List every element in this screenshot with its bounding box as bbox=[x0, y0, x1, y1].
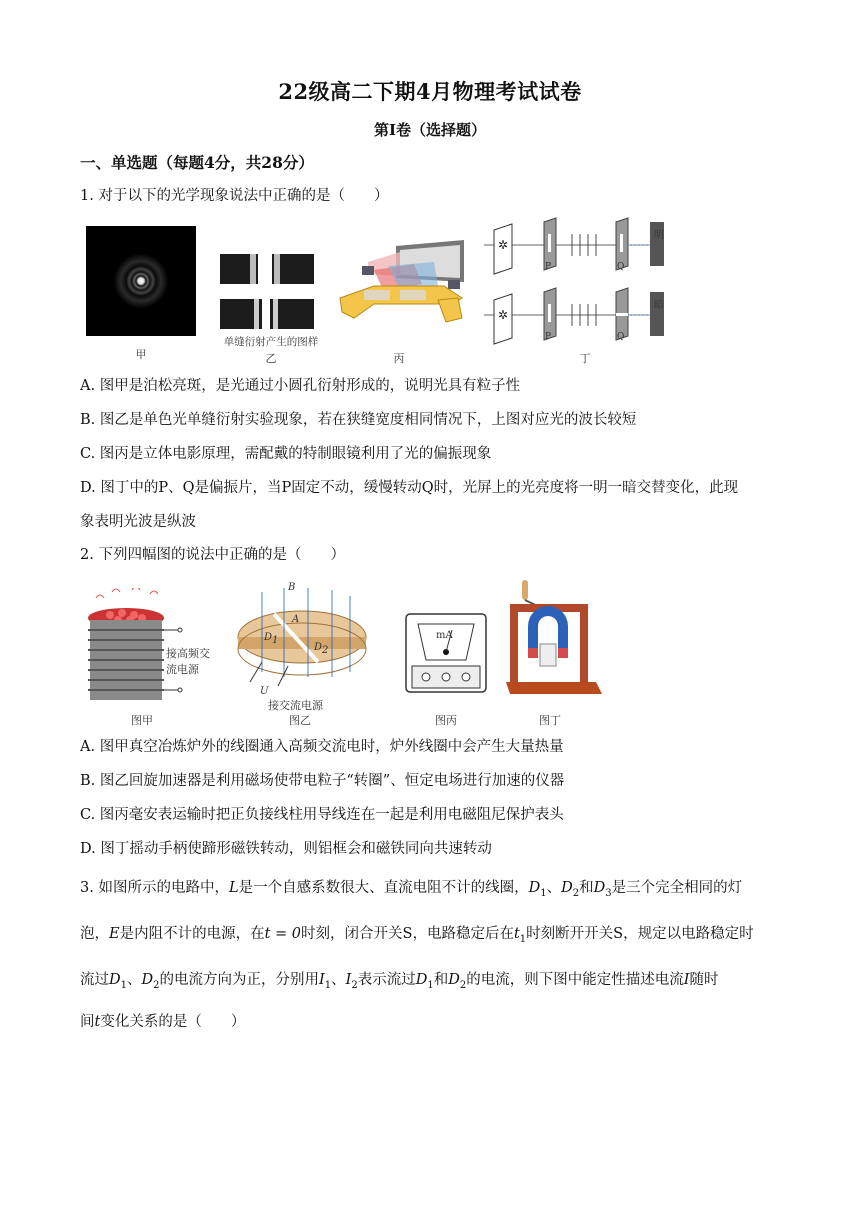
ac-source-label: 接交流电源 bbox=[268, 699, 323, 712]
label-Q-bottom: Q bbox=[617, 332, 625, 342]
poisson-spot-image bbox=[86, 226, 196, 336]
hf-source-label: 接高频交 bbox=[166, 647, 210, 660]
page-title: 22级高二下期4月物理考试试卷 bbox=[278, 79, 582, 104]
svg-text:✲: ✲ bbox=[498, 308, 509, 322]
magnet-frame-image bbox=[506, 576, 602, 698]
3d-movie-figure bbox=[334, 238, 470, 338]
q2-option-C: C. 图丙毫安表运输时把正负接线柱用导线连在一起是利用电磁阻尼保护表头 bbox=[80, 807, 564, 823]
question-3-line-3: 流过$D_1$、$D_2$的电流方向为正，分别用$I_1$、$I_2$表示流过$D_1$和$D_2$的电流，则下图中能定性描述电流I随时 bbox=[80, 972, 719, 991]
label-Q-top: Q bbox=[617, 262, 625, 272]
label-bright: 明 bbox=[654, 230, 664, 241]
diffraction-note: 单缝衍射产生的图样 bbox=[223, 336, 319, 348]
volume-subtitle: 第I卷（选择题） bbox=[373, 121, 487, 139]
fig-bing-caption: 丙 bbox=[393, 352, 405, 365]
question-3-line-2: 泡，E是内阻不计的电源，在t = 0时刻，闭合开关S，电路稳定后在$t_1$时刻断开开关S，规定以电路稳定时 bbox=[80, 926, 754, 945]
q1-option-A: A. 图甲是泊松亮斑，是光通过小圆孔衍射形成的，说明光具有粒子性 bbox=[80, 378, 521, 394]
section-heading: 一、单选题（每题4分，共28分） bbox=[80, 153, 314, 172]
q2-option-D: D. 图丁摇动手柄使蹄形磁铁转动，则铝框会和磁铁同向共速转动 bbox=[80, 841, 492, 857]
label-B: B bbox=[288, 582, 296, 593]
label-P-bottom: P bbox=[545, 332, 552, 342]
label-D2: $D_2$ bbox=[314, 642, 329, 656]
q2-option-B: B. 图乙回旋加速器是利用磁场使带电粒子“转圈”、恒定电场进行加速的仪器 bbox=[80, 773, 565, 789]
q1-option-D-cont: 象表明光波是纵波 bbox=[80, 514, 196, 530]
hf-source-label-2: 流电源 bbox=[166, 663, 199, 676]
q2-fig-bing-caption: 图丙 bbox=[435, 714, 457, 727]
diffraction-pattern-top bbox=[220, 254, 314, 284]
question-3-line-1: 3. 如图所示的电路中，L是一个自感系数很大、直流电阻不计的线圈，$D_1$、$D_2$和$D_3$是三个完全相同的灯 bbox=[80, 880, 743, 899]
label-P-top: P bbox=[545, 262, 552, 272]
subscript: 1 bbox=[272, 635, 279, 646]
q2-option-A: A. 图甲真空冶炼炉外的线圈通入高频交流电时，炉外线圈中会产生大量热量 bbox=[80, 739, 564, 755]
label-dark: 暗 bbox=[654, 300, 664, 311]
poisson-spot-figure bbox=[86, 226, 196, 336]
fig-ding-caption: 丁 bbox=[579, 352, 591, 365]
fig-yi-caption: 乙 bbox=[265, 352, 277, 365]
label-U: U bbox=[260, 686, 269, 697]
q2-fig-jia-caption: 图甲 bbox=[131, 714, 153, 727]
svg-text:✲: ✲ bbox=[498, 238, 509, 252]
cyclotron-image bbox=[232, 582, 372, 702]
q1-option-C: C. 图丙是立体电影原理，需配戴的特制眼镜利用了光的偏振现象 bbox=[80, 446, 492, 462]
q2-fig-ding-caption: 图丁 bbox=[539, 714, 561, 727]
question-1-stem: 1. 对于以下的光学现象说法中正确的是（ ） bbox=[80, 188, 389, 204]
magnet-frame-figure bbox=[506, 576, 602, 698]
q1-option-D: D. 图丁中的P、Q是偏振片，当P固定不动，缓慢转动Q时，光屏上的光亮度将一明一暗交替变化，此现 bbox=[80, 480, 739, 496]
q2-fig-yi-caption: 图乙 bbox=[289, 714, 311, 727]
subscript: 2 bbox=[322, 645, 329, 656]
question-3-line-4: 间t变化关系的是（ ） bbox=[80, 1014, 246, 1030]
cyclotron-figure bbox=[232, 582, 372, 702]
3d-glasses-image bbox=[334, 238, 470, 338]
diffraction-pattern-bottom bbox=[220, 299, 314, 329]
q1-option-B: B. 图乙是单色光单缝衍射实验现象，若在狭缝宽度相同情况下，上图对应光的波长较短 bbox=[80, 412, 637, 428]
milliammeter-image bbox=[404, 612, 488, 696]
fig-jia-caption: 甲 bbox=[135, 348, 147, 361]
question-2-stem: 2. 下列四幅图的说法中正确的是（ ） bbox=[80, 547, 345, 563]
milliammeter-figure bbox=[404, 612, 488, 696]
label-mA: mA bbox=[436, 630, 453, 641]
label-A: A bbox=[292, 614, 300, 625]
label-D1: $D_1$ bbox=[264, 632, 279, 646]
